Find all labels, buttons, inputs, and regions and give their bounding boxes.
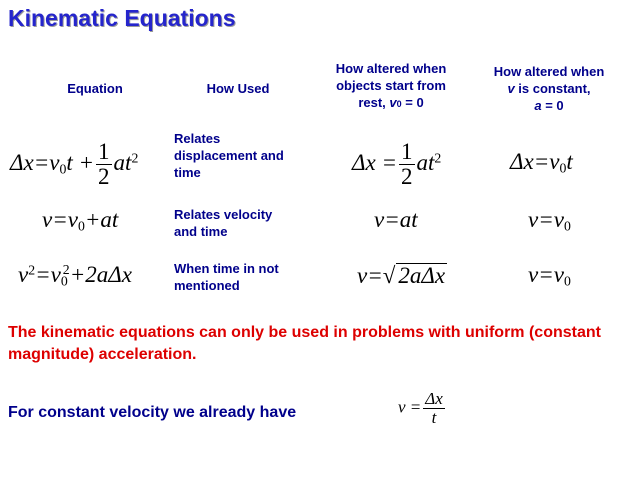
average-velocity-formula: v = $\frac{\Delta x}{t}$ xyxy=(398,389,443,427)
page-title: Kinematic Equations xyxy=(8,5,236,31)
header-from-rest: How altered when objects start from rest, v0 = 0 xyxy=(335,61,447,110)
equation-displacement-from-rest: Δx = $\frac{1}{2}$ $at^2$ xyxy=(352,139,442,190)
how-used-row-2: Relates velocity and time xyxy=(174,207,273,239)
header-constant-velocity: How altered when v is constant, a = 0 xyxy=(493,64,605,113)
how-used-row-1: Relates displacement and time xyxy=(174,131,284,180)
equation-velocity-displacement: $v^2=v_0^2+2a\Delta x$ xyxy=(18,262,132,289)
equation-velocity-constant-v: $v=v_0$ xyxy=(528,207,571,234)
equation-velocity-from-rest: v=at xyxy=(374,207,418,232)
header-how-used: How Used xyxy=(206,81,270,96)
acceleration-note: The kinematic equations can only be used in problems with uniform (constant magnitude) acceleration. xyxy=(8,324,601,363)
equation-velocity-time: $v=v_0+at$ xyxy=(42,207,119,234)
equation-displacement-time: $\Delta x=v_0t$ + $\frac{1}{2}$ $at^2$ xyxy=(10,139,139,190)
header-equation: Equation xyxy=(67,81,123,96)
equation-velocity-displacement-from-rest: v=√ 2aΔx xyxy=(357,263,446,288)
equation-velocity-constant-v-row-3: $v=v_0$ xyxy=(528,262,571,289)
how-used-row-3: When time in not mentioned xyxy=(174,261,279,293)
constant-velocity-text: For constant velocity we already have xyxy=(8,404,297,421)
equation-displacement-constant-v: $\Delta x=v_0t$ xyxy=(510,149,573,176)
